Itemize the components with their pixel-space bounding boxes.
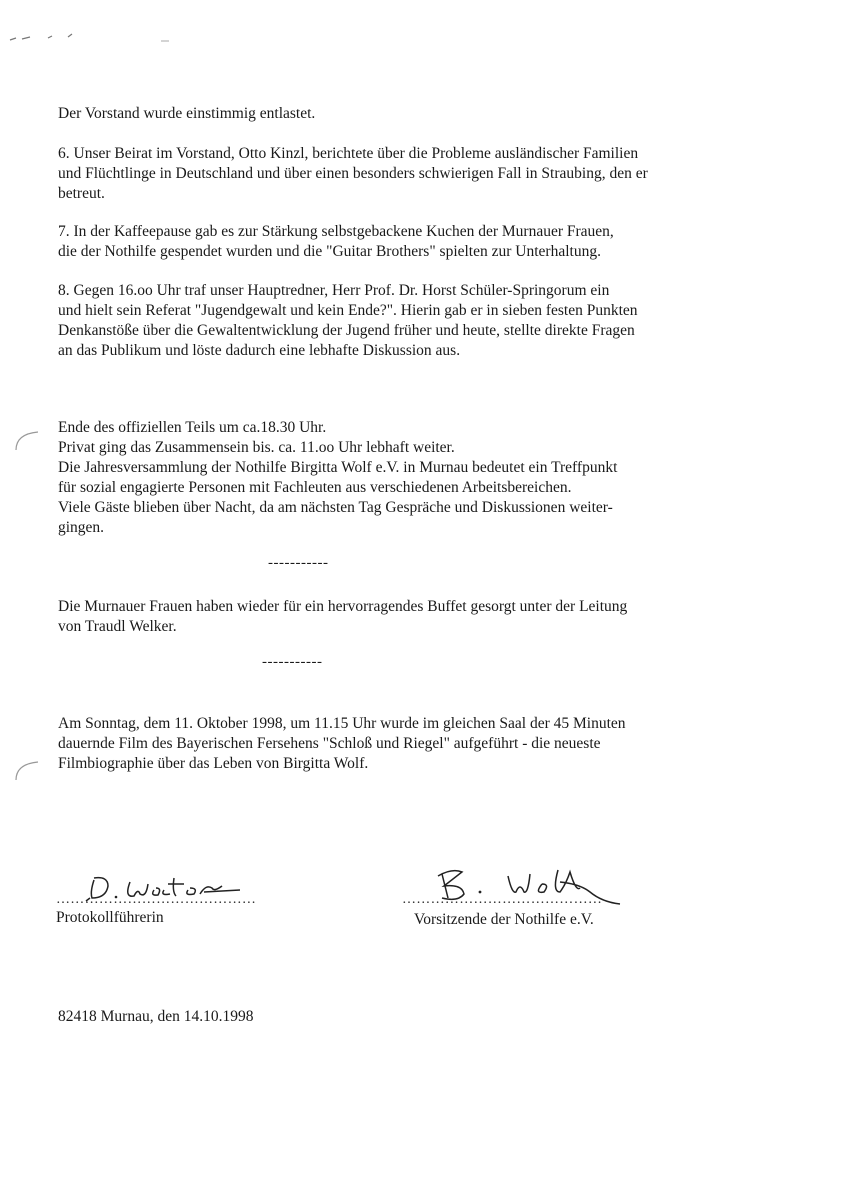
- item-6-paragraph: 6. Unser Beirat im Vorstand, Otto Kinzl, berichtete über die Probleme ausländischer Familien und Flüchtlinge in Deutschland und über einen besonders schwierigen Fall in Straubing, den er betreut.: [58, 145, 648, 202]
- item-7-paragraph: 7. In der Kaffeepause gab es zur Stärkung selbstgebackene Kuchen der Murnauer Frauen, die der Nothilfe gespendet wurden und die "Guitar Brothers" spielten zur Unterhaltung.: [58, 223, 614, 260]
- punch-hole-icon: [10, 758, 40, 782]
- left-signature-dotted-line: ……………………………………: [56, 892, 257, 907]
- place-date: 82418 Murnau, den 14.10.1998: [58, 1008, 254, 1025]
- left-signature-label: Protokollführerin: [56, 909, 164, 926]
- scan-speck-icon: [160, 38, 172, 44]
- closing-paragraph: Ende des offiziellen Teils um ca.18.30 Uhr. Privat ging das Zusammensein bis. ca. 11.oo Uhr lebhaft weiter. Die Jahresversammlung der Nothilfe Birgitta Wolf e.V. in Murnau bedeutet ein Treffpunkt für sozial engagierte Personen mit Fachleuten aus verschiedenen Arbeitsbereichen. Viele Gäste blieben über Nacht, da am nächsten Tag Gespräche und Diskussionen weiter- gingen.: [58, 419, 618, 536]
- separator-line: -----------: [268, 555, 329, 571]
- buffet-paragraph: Die Murnauer Frauen haben wieder für ein hervorragendes Buffet gesorgt unter der Leitung von Traudl Welker.: [58, 598, 628, 635]
- discharge-paragraph: Der Vorstand wurde einstimmig entlastet.: [58, 105, 316, 122]
- separator-line: -----------: [262, 654, 323, 670]
- right-signature-label: Vorsitzende der Nothilfe e.V.: [414, 911, 594, 928]
- item-8-paragraph: 8. Gegen 16.oo Uhr traf unser Hauptredner, Herr Prof. Dr. Horst Schüler-Springorum ein und hielt sein Referat "Jugendgewalt und kein Ende?". Hierin gab er in sieben festen Punkten Denkanstöße über die Gewaltentwicklung der Jugend früher und heute, stellte direkte Fragen an das Publikum und löste dadurch eine lebhafte Diskussion aus.: [58, 282, 638, 359]
- sunday-paragraph: Am Sonntag, dem 11. Oktober 1998, um 11.15 Uhr wurde im gleichen Saal der 45 Minuten dauernde Film des Bayerischen Fersehens "Schloß und Riegel" aufgeführt - die neueste Filmbiographie über das Leben von Birgitta Wolf.: [58, 715, 626, 772]
- scan-speck-icon: [8, 30, 88, 50]
- right-signature-dotted-line: ……………………………………: [402, 892, 603, 907]
- punch-hole-icon: [10, 428, 40, 452]
